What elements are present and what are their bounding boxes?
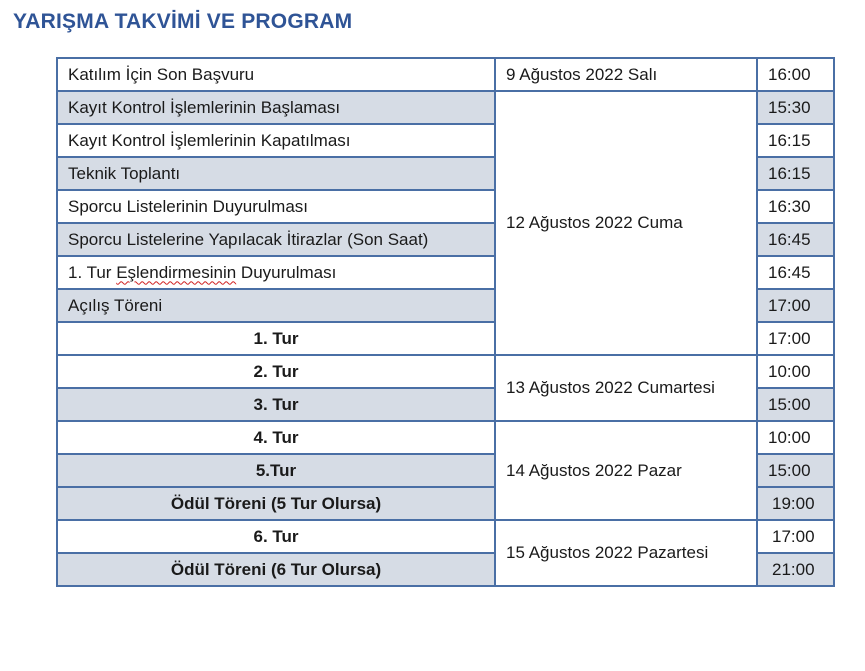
time-cell: 16:45 — [757, 256, 834, 289]
time-cell: 16:15 — [757, 124, 834, 157]
event-cell: 1. Tur — [57, 322, 495, 355]
time-cell: 19:00 — [757, 487, 834, 520]
date-cell: 13 Ağustos 2022 Cumartesi — [495, 355, 757, 421]
table-row — [57, 520, 834, 553]
table-row — [57, 355, 834, 388]
time-cell: 21:00 — [757, 553, 834, 586]
date-cell: 12 Ağustos 2022 Cuma — [495, 91, 757, 355]
time-cell: 15:00 — [757, 388, 834, 421]
event-cell: Ödül Töreni (6 Tur Olursa) — [57, 553, 495, 586]
event-cell: 5.Tur — [57, 454, 495, 487]
event-cell — [57, 256, 495, 289]
date-cell: 15 Ağustos 2022 Pazartesi — [495, 520, 757, 586]
event-cell: 4. Tur — [57, 421, 495, 454]
time-cell: 16:30 — [757, 190, 834, 223]
event-cell: Sporcu Listelerinin Duyurulması — [57, 190, 495, 223]
table-row — [57, 58, 834, 91]
event-text: Duyurulması — [236, 262, 337, 282]
spellcheck-flagged-word: Eşlendirmesinin — [116, 262, 237, 282]
time-cell: 16:15 — [757, 157, 834, 190]
table-row — [57, 91, 834, 124]
event-cell: Katılım İçin Son Başvuru — [57, 58, 495, 91]
time-cell: 15:30 — [757, 91, 834, 124]
time-cell: 15:00 — [757, 454, 834, 487]
event-cell: Açılış Töreni — [57, 289, 495, 322]
schedule-table — [56, 57, 835, 587]
event-cell: 6. Tur — [57, 520, 495, 553]
event-cell: 2. Tur — [57, 355, 495, 388]
event-cell: 3. Tur — [57, 388, 495, 421]
page-title: YARIŞMA TAKVİMİ VE PROGRAM — [13, 10, 353, 33]
date-cell: 9 Ağustos 2022 Salı — [495, 58, 757, 91]
event-cell: Sporcu Listelerine Yapılacak İtirazlar (Son Saat) — [57, 223, 495, 256]
table-row — [57, 421, 834, 454]
event-cell: Ödül Töreni (5 Tur Olursa) — [57, 487, 495, 520]
time-cell: 10:00 — [757, 355, 834, 388]
event-text: 1. Tur — [68, 262, 117, 282]
event-cell: Teknik Toplantı — [57, 157, 495, 190]
event-cell: Kayıt Kontrol İşlemlerinin Başlaması — [57, 91, 495, 124]
time-cell: 17:00 — [757, 322, 834, 355]
time-cell: 17:00 — [757, 520, 834, 553]
time-cell: 17:00 — [757, 289, 834, 322]
event-cell: Kayıt Kontrol İşlemlerinin Kapatılması — [57, 124, 495, 157]
time-cell: 16:00 — [757, 58, 834, 91]
time-cell: 10:00 — [757, 421, 834, 454]
time-cell: 16:45 — [757, 223, 834, 256]
date-cell: 14 Ağustos 2022 Pazar — [495, 421, 757, 520]
